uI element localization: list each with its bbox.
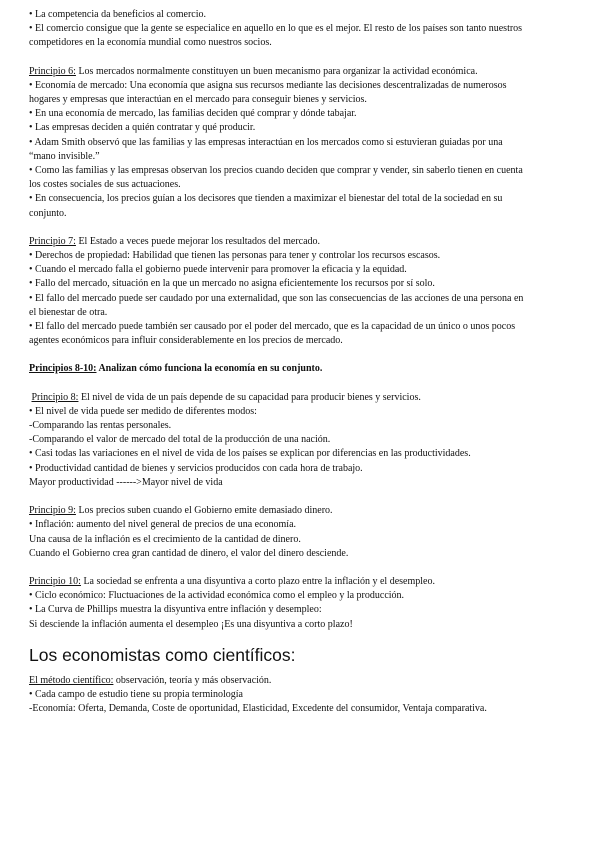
principle-label: Principio 7: [29, 235, 76, 247]
principle-title: Los precios suben cuando el Gobierno emite demasiado dinero. [75, 505, 333, 517]
text-line: • En consecuencia, los precios guían a los decisores que tienden a maximizar el bienestar del total de la sociedad en su [29, 193, 503, 205]
principle-7-heading [29, 235, 556, 249]
text-line: • Cuando el mercado falla el gobierno puede intervenir para promover la eficacia y la equidad. [29, 264, 407, 276]
spacer [29, 377, 556, 391]
text-line: Una causa de la inflación es el crecimiento de la cantidad de dinero. [29, 533, 301, 545]
principles-8-10-heading [29, 362, 556, 376]
text-line: • Adam Smith observó que las familias y las empresas interactúan en los mercados como si estuvieran guiadas por una [29, 136, 503, 148]
spacer [29, 348, 556, 362]
principle-title: La sociedad se enfrenta a una disyuntiva a corto plazo entre la inflación y el desempleo. [80, 575, 435, 587]
text-line: -Comparando el valor de mercado del total de la producción de una nación. [29, 434, 331, 446]
spacer [29, 221, 556, 235]
scientific-method-line [29, 674, 556, 688]
text-line: • En una economía de mercado, las familias deciden qué comprar y dónde tabajar. [29, 108, 357, 120]
method-text: observación, teoría y más observación. [113, 674, 272, 686]
text-line: hogares y empresas que interactúan en el mercado para conseguir bienes y servicios. [29, 94, 367, 106]
section-heading: Los economistas como científicos: [29, 644, 296, 665]
principle-8-heading [29, 391, 556, 405]
text-line: • El fallo del mercado puede ser caudado por una externalidad, que son las consecuencias de las acciones de una persona en [29, 292, 524, 304]
text-line: • Casi todas las variaciones en el nivel de vida de los países se explican por diferencias en las productividades. [29, 448, 471, 460]
principle-label: Principio 9: [29, 505, 76, 517]
principle-label: Principio 8: [31, 391, 79, 403]
text-line: • El fallo del mercado puede también ser causado por el poder del mercado, que es la capacidad de un único o unos pocos [29, 321, 516, 333]
text-line: los costes sociales de sus actuaciones. [29, 179, 181, 191]
text-line: • Productividad cantidad de bienes y servicios producidos con cada hora de trabajo. [29, 462, 363, 474]
text-line: conjunto. [29, 207, 67, 219]
principle-title: Analizan cómo funciona la economía en su conjunto. [96, 363, 323, 375]
text-line: el bienestar de otra. [29, 306, 108, 318]
text-line: Si desciende la inflación aumenta el desempleo ¡Es una disyuntiva a corto plazo! [29, 618, 353, 630]
text-line: competidores en la economía mundial como nuestros socios. [29, 37, 272, 49]
text-line: • Inflación: aumento del nivel general de precios de una economía. [29, 519, 297, 531]
text-line: • Como las familias y las empresas observan los precios cuando deciden que comprar y vender, sin saberlo tienen en cuenta [29, 165, 523, 177]
text-line: • El comercio consigue que la gente se especialice en aquello en lo que es el mejor. El resto de los países son tanto nuestros [29, 23, 523, 35]
text-line: Cuando el Gobierno crea gran cantidad de dinero, el valor del dinero desciende. [29, 547, 349, 559]
text-line: agentes económicos para influir considerablemente en los precios de mercado. [29, 335, 343, 347]
text-line: Mayor productividad ------>Mayor nivel de vida [29, 476, 223, 488]
principle-6-heading [29, 65, 556, 79]
principle-label: Principios 8-10: [29, 363, 97, 375]
spacer [29, 51, 556, 65]
principle-title: El nivel de vida de un país depende de su capacidad para producir bienes y servicios. [78, 391, 421, 403]
text-line: -Comparando las rentas personales. [29, 420, 172, 432]
text-line: “mano invisible.” [29, 150, 100, 162]
principle-label: Principio 6: [29, 65, 76, 77]
method-label: El método científico: [29, 674, 114, 686]
principle-10-heading [29, 575, 556, 589]
spacer [29, 490, 556, 504]
text-line: • Fallo del mercado, situación en la que un mercado no asigna eficientemente los recursos por sí solo. [29, 278, 435, 290]
principle-label: Principio 10: [29, 575, 81, 587]
spacer [29, 561, 556, 575]
principle-title: El Estado a veces puede mejorar los resultados del mercado. [75, 235, 321, 247]
principle-title: Los mercados normalmente constituyen un buen mecanismo para organizar la actividad económica. [75, 65, 478, 77]
text-line: • Derechos de propiedad: Habilidad que tienen las personas para tener y controlar los recursos escasos. [29, 250, 441, 262]
text-line: • El nivel de vida puede ser medido de diferentes modos: [29, 405, 257, 417]
principle-9-heading [29, 504, 556, 518]
text-line: • Economía de mercado: Una economía que asigna sus recursos mediante las decisiones descentralizadas de numerosos [29, 79, 507, 91]
text-line: -Economía: Oferta, Demanda, Coste de oportunidad, Elasticidad, Excedente del consumidor, Ventaja comparativa. [29, 703, 487, 715]
text-line: • La competencia da beneficios al comercio. [29, 9, 207, 20]
text-line: • Las empresas deciden a quién contratar y qué producir. [29, 122, 256, 134]
text-line: • La Curva de Phillips muestra la disyuntiva entre inflación y desempleo: [29, 604, 322, 616]
text-line: • Cada campo de estudio tiene su propia terminología [29, 688, 243, 700]
text-line: • Ciclo económico: Fluctuaciones de la actividad económica como el empleo y la producción. [29, 590, 405, 602]
